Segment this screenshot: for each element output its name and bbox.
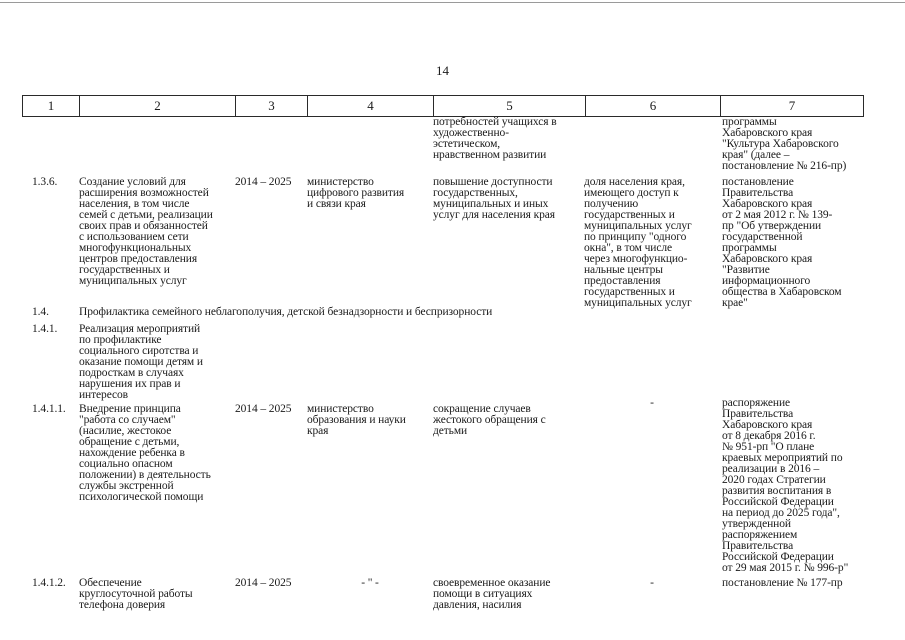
row-number: 1.4.1. (32, 323, 58, 335)
header-col-4: 4 (308, 96, 434, 116)
header-col-3: 3 (236, 96, 308, 116)
row-indicator: - (650, 577, 654, 589)
row-activity: Внедрение принципа "работа со случаем" (насилие, жестокое обращение с детьми, нахождение ребенка в социально опасном положении) в деятельность службы экстренной психологической помощи (79, 403, 211, 503)
page-number: 14 (436, 63, 449, 78)
header-col-7: 7 (788, 98, 796, 113)
row-executor: - " - (361, 577, 379, 589)
row-number: 1.4.1.1. (32, 403, 66, 415)
header-col-1: 1 (23, 96, 80, 116)
header-col-6: 6 (586, 96, 721, 116)
row-activity: Создание условий для расширения возможностей населения, в том числе семей с детьми, реализации своих прав и обязанностей с использованием сети многофункциональных центров предоставления государственных и муниципальных услуг (79, 176, 213, 287)
row-period: 2014 – 2025 (235, 176, 292, 188)
row-activity: Обеспечение круглосуточной работы телефона доверия (79, 577, 193, 611)
header-col-2: 2 (80, 96, 236, 116)
row-period: 2014 – 2025 (235, 577, 292, 589)
row-executor: министерство цифрового развития и связи края (307, 176, 405, 210)
row-indicator: доля населения края, имеющего доступ к получению государственных и муниципальных услуг по принципу "одного окна", в том числе через многофункцио- нальные центры предоставления государственных и муниципальных услуг (584, 176, 692, 309)
row-result: повышение доступности государственных, муниципальных и иных услуг для населения края (433, 176, 555, 221)
table-header-row (22, 95, 864, 117)
row-period: 2014 – 2025 (235, 403, 292, 415)
header-col-5: 5 (434, 96, 586, 116)
row-document: постановление № 177-пр (722, 577, 843, 589)
section-title: Профилактика семейного неблагополучия, детской безнадзорности и беспризорности (79, 306, 493, 318)
row-result: своевременное оказание помощи в ситуациях давления, насилия (433, 577, 551, 611)
row-number: 1.3.6. (32, 176, 58, 188)
continuation-result: потребностей учащихся в художественно- эстетическом, нравственном развитии (433, 116, 557, 161)
row-activity: Реализация мероприятий по профилактике социального сиротства и оказание помощи детям и подросткам в случаях нарушения их прав и интересов (79, 323, 203, 401)
row-indicator: - (650, 397, 654, 409)
row-document: постановление Правительства Хабаровского края от 2 мая 2012 г. № 139- пр "Об утверждении государственной программы Хабаровского края "Развитие информационного общества в Хабаровском крае" (722, 176, 842, 309)
section-number: 1.4. (32, 306, 49, 318)
row-number: 1.4.1.2. (32, 577, 66, 589)
row-document: распоряжение Правительства Хабаровского края от 8 декабря 2016 г. № 951-рп "О плане краевых мероприятий по реализации в 2016 – 2020 годах Стратегии развития воспитания в Российской Федерации на период до 2025 года", утвержденной распоряжением Правительства Российской Федерации от 29 мая 2015 г. № 996-р" (722, 397, 849, 574)
row-result: сокращение случаев жестокого обращения с детьми (433, 403, 546, 437)
row-executor: министерство образования и науки края (307, 403, 406, 437)
page-top-border (0, 2, 905, 3)
continuation-doc: программы Хабаровского края "Культура Хабаровского края" (далее – постановление № 216-пр) (722, 116, 847, 172)
